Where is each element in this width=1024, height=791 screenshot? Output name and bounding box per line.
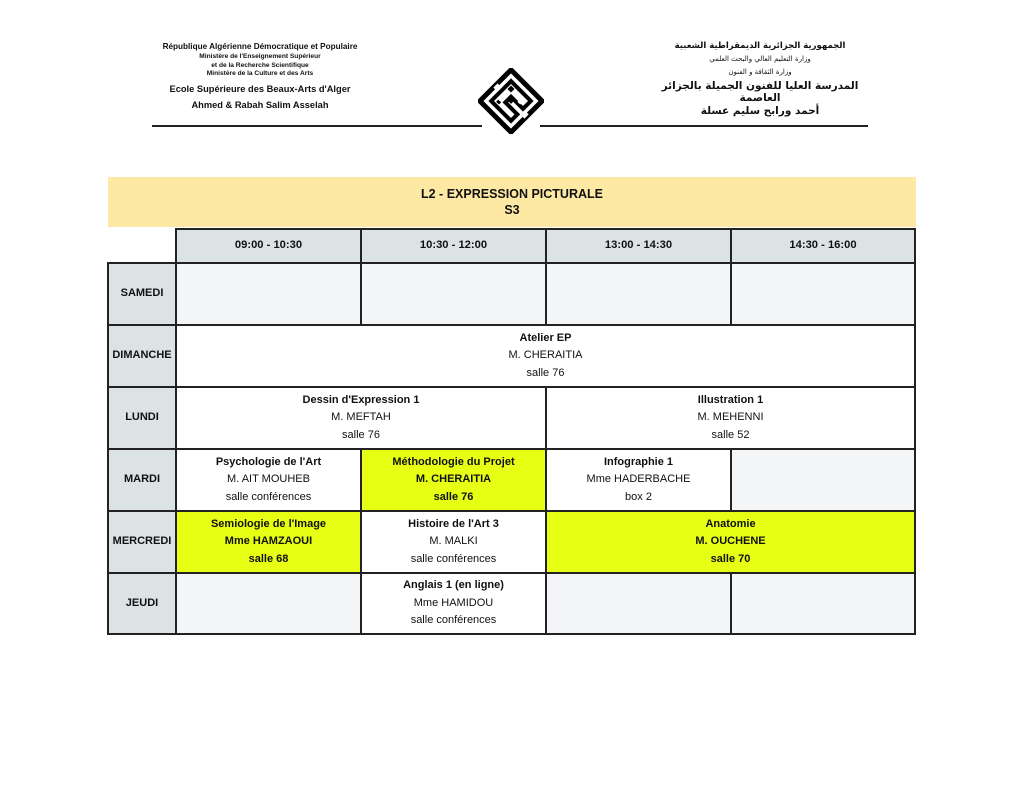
day-label-dimanche: [107, 324, 177, 388]
school-dedication-ar: أحمد ورابح سليم عسلة: [700, 105, 820, 117]
empty-slot: [360, 262, 547, 326]
school-name: Ecole Supérieure des Beaux-Arts d'Alger: [169, 83, 351, 94]
day-name: JEUDI: [125, 596, 159, 609]
session-anglais: [360, 572, 547, 635]
ministry-culture: Ministère de la Culture et des Arts: [206, 70, 314, 77]
room: salle conférences: [225, 490, 312, 503]
day-label-samedi: [107, 262, 177, 326]
course-name: Infographie 1: [603, 455, 674, 468]
room: salle conférences: [410, 614, 497, 627]
timeslot-header: [730, 228, 916, 264]
program-title: L2 - EXPRESSION PICTURALE: [421, 187, 603, 201]
course-name: Atelier EP: [519, 331, 572, 344]
day-name: DIMANCHE: [112, 349, 172, 362]
room: salle conférences: [410, 552, 497, 565]
kufic-calligraphy-logo-icon: [478, 68, 544, 134]
timeslot-label: 14:30 - 16:00: [789, 239, 857, 252]
session-anatomie: [545, 510, 916, 574]
course-name: Psychologie de l'Art: [215, 455, 322, 468]
semester-label: S3: [504, 203, 520, 217]
room: salle 76: [433, 490, 474, 503]
course-name: Dessin d'Expression 1: [302, 393, 420, 406]
day-name: MARDI: [123, 473, 161, 486]
teacher-name: Mme HAMZAOUI: [224, 535, 313, 548]
teacher-name: M. OUCHENE: [695, 535, 766, 548]
room: salle 70: [710, 552, 751, 565]
letterhead-divider-right: [540, 125, 868, 127]
session-histoire-art: [360, 510, 547, 574]
ministry-culture-ar: وزارة الثقافة و الفنون: [728, 68, 792, 76]
republic-name-ar: الجمهورية الجزائرية الديمقراطية الشعبية: [674, 41, 846, 51]
ministry-higher-education: Ministère de l'Enseignement Supérieur: [199, 53, 321, 60]
course-name: Semiologie de l'Image: [210, 517, 327, 530]
school-dedication: Ahmed & Rabah Salim Asselah: [191, 99, 329, 110]
room: salle 76: [526, 366, 565, 379]
empty-slot: [730, 448, 916, 512]
empty-slot: [175, 262, 362, 326]
timeslot-header: [175, 228, 362, 264]
day-label-mardi: [107, 448, 177, 512]
day-name: LUNDI: [125, 411, 159, 424]
teacher-name: M. CHERAITIA: [415, 473, 492, 486]
empty-slot: [730, 572, 916, 635]
course-name: Histoire de l'Art 3: [408, 517, 499, 530]
empty-slot: [730, 262, 916, 326]
session-methodologie-projet: [360, 448, 547, 512]
room: box 2: [625, 490, 652, 503]
session-illustration: [545, 386, 916, 450]
day-label-mercredi: [107, 510, 177, 574]
timeslot-label: 09:00 - 10:30: [234, 239, 303, 252]
teacher-name: Mme HADERBACHE: [586, 473, 691, 486]
empty-slot: [545, 572, 732, 635]
session-psychologie-art: [175, 448, 362, 512]
room: salle 52: [711, 428, 750, 441]
course-name: Anatomie: [705, 517, 756, 530]
room: salle 76: [342, 428, 380, 441]
day-name: MERCREDI: [112, 535, 172, 548]
ministry-higher-education-ar: وزارة التعليم العالي والبحث العلمي: [709, 55, 811, 63]
session-atelier-ep: [175, 324, 916, 388]
timeslot-header: [545, 228, 732, 264]
teacher-name: Mme HAMIDOU: [413, 596, 494, 609]
teacher-name: M. AIT MOUHEB: [227, 473, 310, 486]
teacher-name: M. CHERAITIA: [508, 349, 583, 362]
day-name: SAMEDI: [120, 287, 164, 300]
republic-name: République Algérienne Démocratique et Populaire: [162, 42, 358, 51]
ministry-research: et de la Recherche Scientifique: [211, 61, 309, 69]
room: salle 68: [248, 552, 289, 565]
course-name: Illustration 1: [697, 393, 764, 406]
timeslot-label: 10:30 - 12:00: [419, 239, 488, 252]
timetable-title-band: [108, 177, 916, 227]
letterhead-french: [140, 41, 380, 111]
school-name-ar: المدرسة العليا للفنون الجميلة بالجزائر العاصمة: [661, 80, 859, 104]
day-label-lundi: [107, 386, 177, 450]
letterhead-arabic: [640, 39, 880, 117]
empty-slot: [175, 572, 362, 635]
session-dessin-expression: [175, 386, 547, 450]
empty-slot: [545, 262, 732, 326]
letterhead-divider-left: [152, 125, 482, 127]
day-label-jeudi: [107, 572, 177, 635]
teacher-name: M. MEFTAH: [331, 411, 391, 424]
session-semiologie-image: [175, 510, 362, 574]
timeslot-header: [360, 228, 547, 264]
course-name: Anglais 1 (en ligne): [403, 579, 504, 592]
teacher-name: M. MALKI: [429, 535, 478, 548]
course-name: Méthodologie du Projet: [392, 455, 515, 468]
teacher-name: M. MEHENNI: [697, 411, 764, 424]
session-infographie: [545, 448, 732, 512]
timeslot-label: 13:00 - 14:30: [604, 239, 673, 252]
